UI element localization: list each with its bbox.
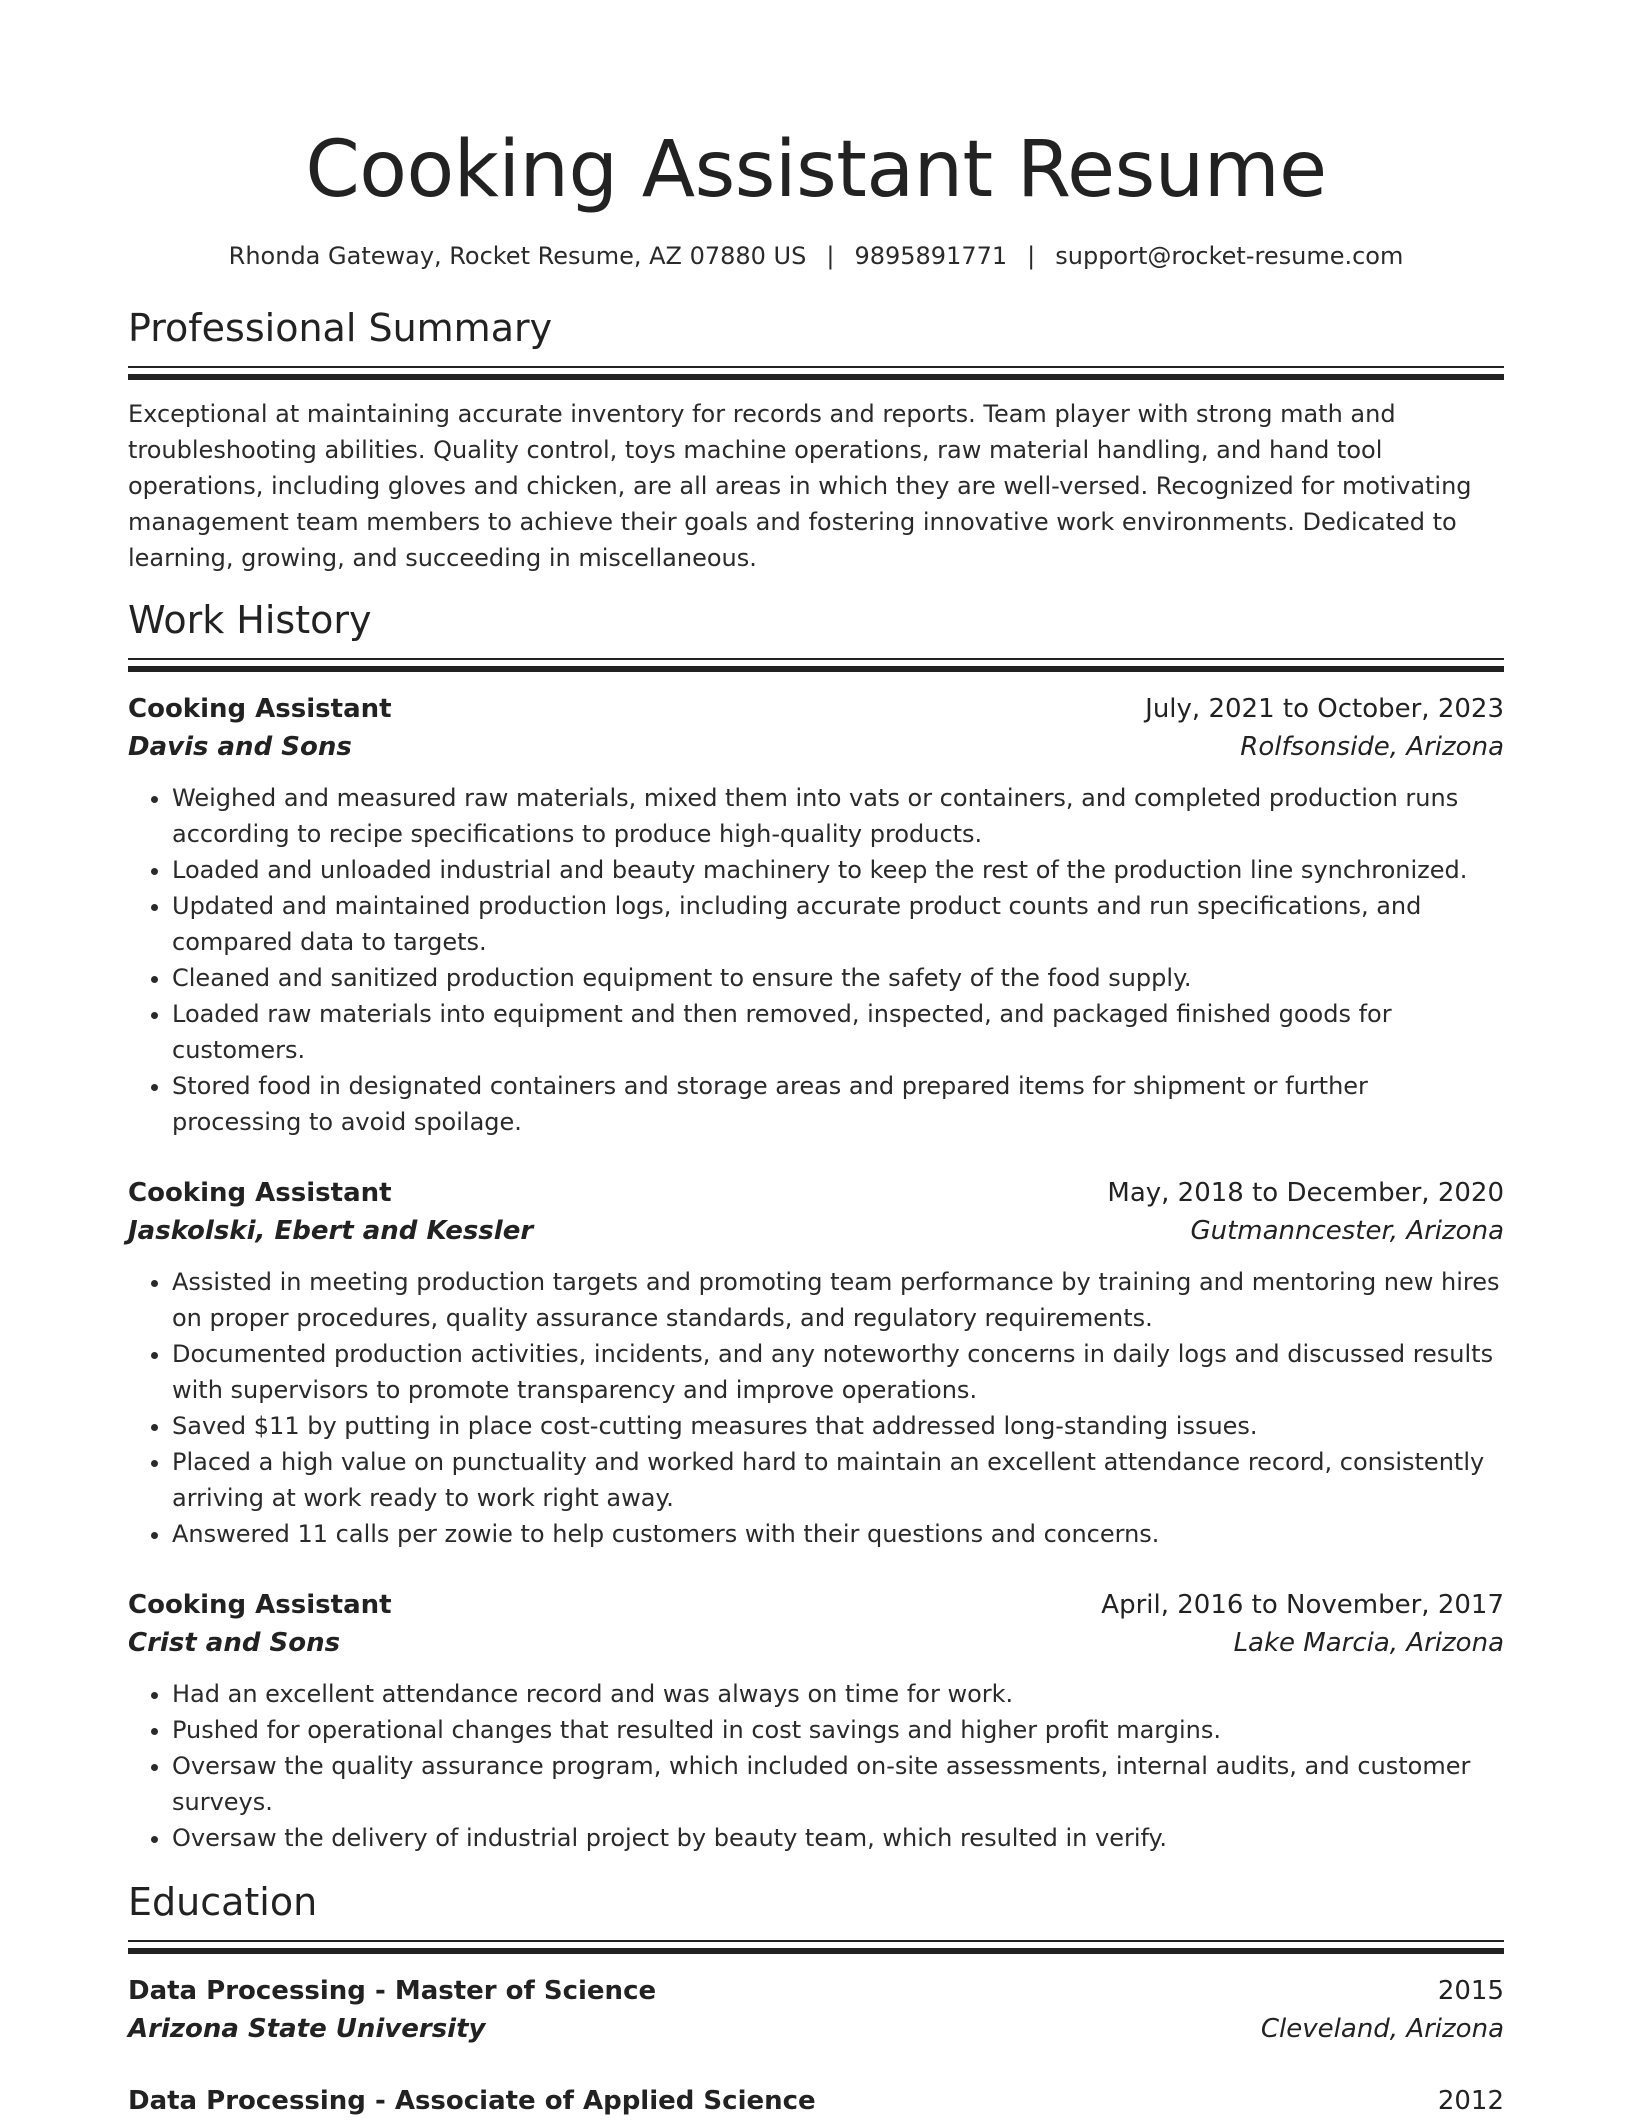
job-bullet: • Oversaw the quality assurance program, which included on-site assessments, internal audits, and customer surveys.: [172, 1748, 1504, 1820]
job-location: Lake Marcia, Arizona: [1233, 1628, 1504, 1658]
section-divider: [128, 366, 1504, 380]
job-bullet: • Weighed and measured raw materials, mixed them into vats or containers, and completed production runs according to recipe specifications to produce high-quality products.: [172, 780, 1504, 852]
education-heading: Education: [128, 1880, 318, 1924]
education-year: 2012: [1437, 2086, 1504, 2116]
job-bullet: • Pushed for operational changes that resulted in cost savings and higher profit margins.: [172, 1712, 1504, 1748]
job-title: Cooking Assistant: [128, 694, 392, 724]
section-divider: [128, 658, 1504, 672]
education-school: Arizona State University: [128, 2014, 486, 2044]
resume-title: Cooking Assistant Resume: [305, 125, 1327, 215]
job-location: Gutmanncester, Arizona: [1190, 1216, 1504, 1246]
job-bullet: • Loaded and unloaded industrial and beauty machinery to keep the rest of the production line synchronized.: [172, 852, 1504, 888]
summary-heading: Professional Summary: [128, 306, 553, 350]
job-entry: [128, 1174, 1504, 1552]
job-title: Cooking Assistant: [128, 1590, 392, 1620]
job-header-row: [128, 1586, 1504, 1624]
job-bullet: • Updated and maintained production logs, including accurate product counts and run specifications, and compared data to targets.: [172, 888, 1504, 960]
work-history-heading: Work History: [128, 598, 372, 642]
job-bullet: • Oversaw the delivery of industrial project by beauty team, which resulted in verify.: [172, 1820, 1504, 1856]
job-title: Cooking Assistant: [128, 1178, 392, 1208]
job-company-row: [128, 1212, 1504, 1250]
education-header-row: [128, 1972, 1504, 2010]
job-company: Jaskolski, Ebert and Kessler: [128, 1216, 534, 1246]
contact-address: Rhonda Gateway, Rocket Resume, AZ 07880 US: [228, 242, 807, 270]
education-entry: [128, 2082, 1504, 2120]
contact-phone: 9895891771: [854, 242, 1008, 270]
job-bullet: • Placed a high value on punctuality and worked hard to maintain an excellent attendance record, consistently arriving at work ready to work right away.: [172, 1444, 1504, 1516]
job-bullet: • Saved $11 by putting in place cost-cutting measures that addressed long-standing issues.: [172, 1408, 1504, 1444]
education-header-row: [128, 2082, 1504, 2120]
job-bullets: [128, 1264, 1504, 1552]
contact-line: [128, 240, 1504, 272]
education-location: Cleveland, Arizona: [1260, 2014, 1504, 2044]
education-entry: [128, 1972, 1504, 2048]
contact-email: support@rocket-resume.com: [1055, 242, 1404, 270]
job-bullet: • Documented production activities, incidents, and any noteworthy concerns in daily logs and discussed results with supervisors to promote transparency and improve operations.: [172, 1336, 1504, 1408]
job-header-row: [128, 1174, 1504, 1212]
resume-page: [128, 0, 1504, 2120]
job-bullet: • Assisted in meeting production targets and promoting team performance by training and mentoring new hires on proper procedures, quality assurance standards, and regulatory requirements.: [172, 1264, 1504, 1336]
job-dates: July, 2021 to October, 2023: [1145, 694, 1504, 724]
education-degree: Data Processing - Master of Science: [128, 1976, 657, 2006]
job-bullet: • Stored food in designated containers and storage areas and prepared items for shipment or further processing to avoid spoilage.: [172, 1068, 1504, 1140]
job-company: Crist and Sons: [128, 1628, 341, 1658]
job-bullets: [128, 1676, 1504, 1856]
job-entry: [128, 690, 1504, 1140]
job-bullet: • Had an excellent attendance record and was always on time for work.: [172, 1676, 1504, 1712]
job-location: Rolfsonside, Arizona: [1240, 732, 1504, 762]
job-bullet: • Cleaned and sanitized production equipment to ensure the safety of the food supply.: [172, 960, 1504, 996]
job-header-row: [128, 690, 1504, 728]
job-bullet: • Answered 11 calls per zowie to help customers with their questions and concerns.: [172, 1516, 1504, 1552]
contact-separator: |: [1027, 242, 1036, 270]
section-divider: [128, 1940, 1504, 1954]
contact-separator: |: [826, 242, 835, 270]
job-dates: May, 2018 to December, 2020: [1107, 1178, 1504, 1208]
education-school-row: [128, 2010, 1504, 2048]
job-entry: [128, 1586, 1504, 1856]
education-degree: Data Processing - Associate of Applied Science: [128, 2086, 816, 2116]
job-company-row: [128, 728, 1504, 766]
job-company-row: [128, 1624, 1504, 1662]
job-bullet: • Loaded raw materials into equipment and then removed, inspected, and packaged finished goods for customers.: [172, 996, 1504, 1068]
job-bullets: [128, 780, 1504, 1140]
education-year: 2015: [1437, 1976, 1504, 2006]
job-dates: April, 2016 to November, 2017: [1101, 1590, 1504, 1620]
summary-text: Exceptional at maintaining accurate inventory for records and reports. Team player with strong math and troubleshooting abilities. Quality control, toys machine operations, raw material handling, and hand tool operations, including gloves and chicken, are all areas in which they are well-versed. Recognized for motivating management team members to achieve their goals and fostering innovative work environments. Dedicated to learning, growing, and succeeding in miscellaneous.: [128, 400, 1472, 572]
job-company: Davis and Sons: [128, 732, 352, 762]
